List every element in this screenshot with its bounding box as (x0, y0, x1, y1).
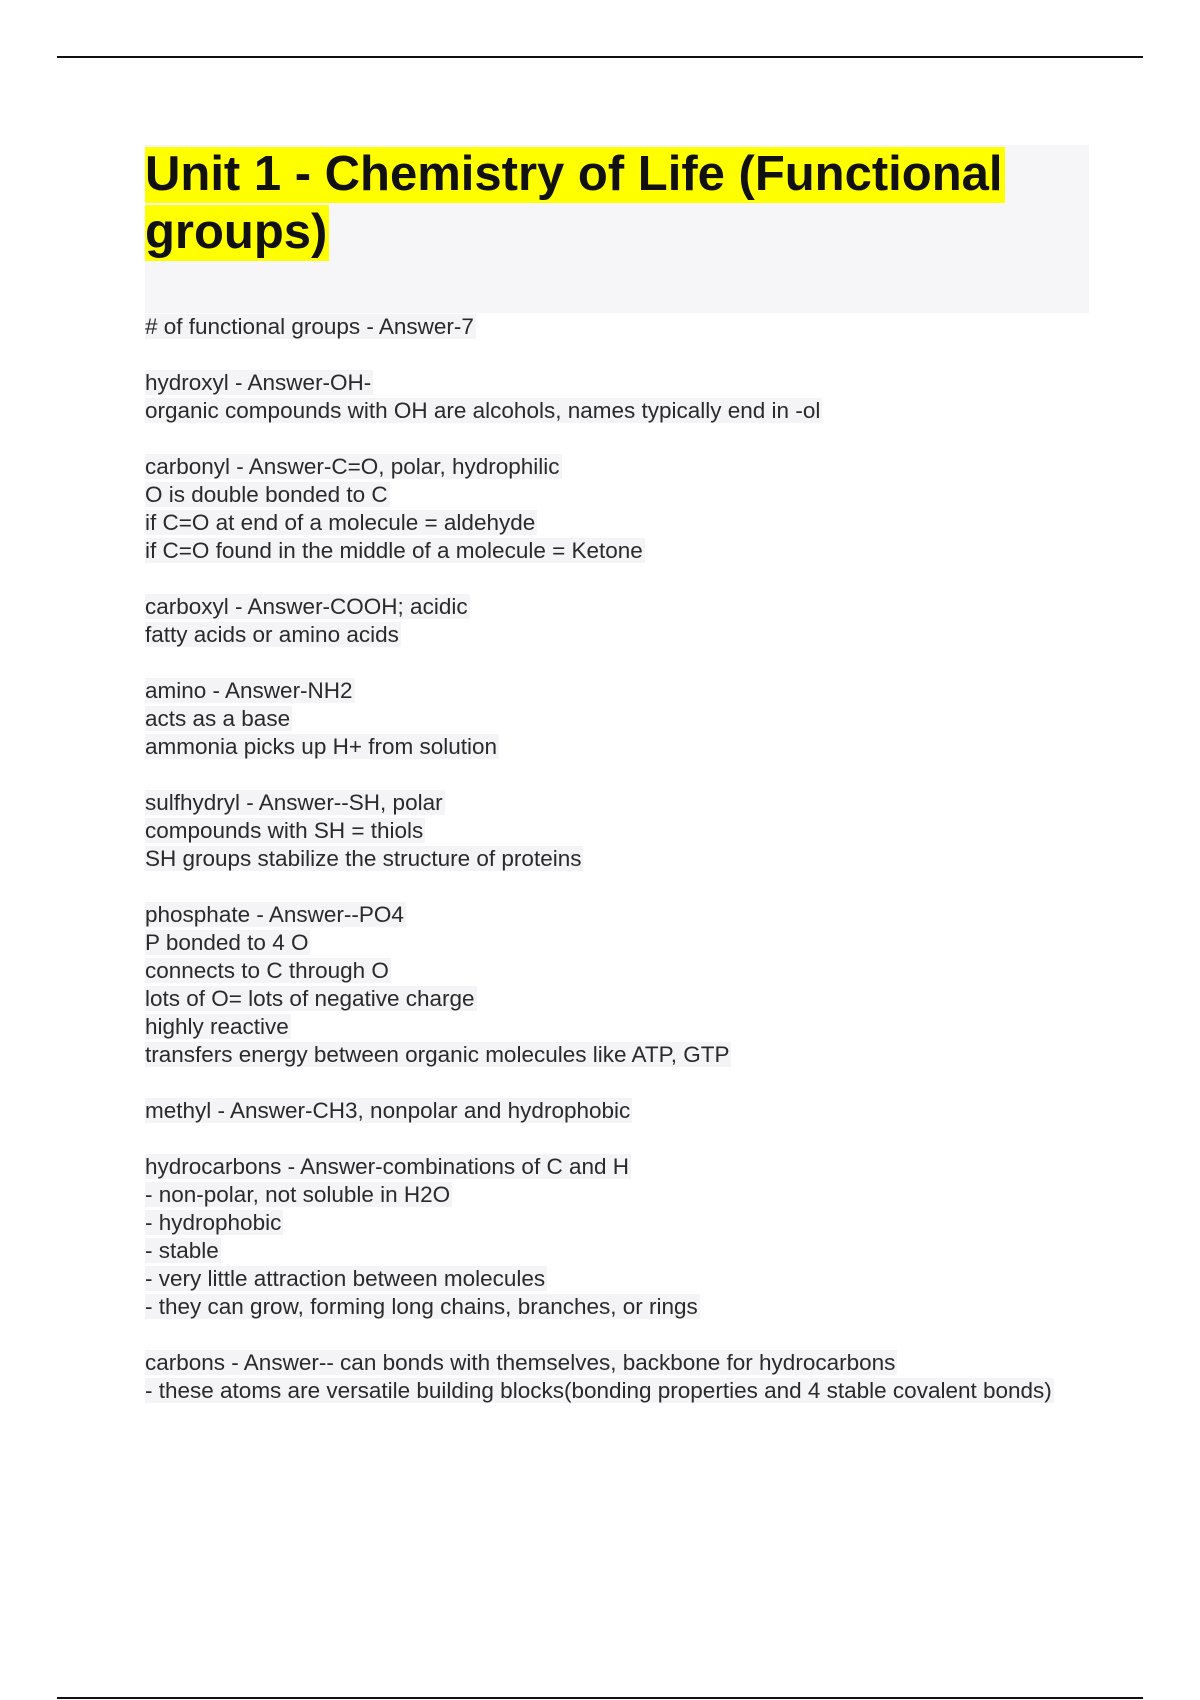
entry-text: - these atoms are versatile building blocks(bonding properties and 4 stable covalent bonds) (145, 1378, 1052, 1403)
title-block (145, 145, 1089, 313)
flashcard-list (145, 313, 1089, 1433)
entry-text: sulfhydryl - Answer--SH, polar (145, 790, 443, 815)
entry-text: highly reactive (145, 1014, 289, 1039)
entry-text: ammonia picks up H+ from solution (145, 734, 498, 759)
entry-detail-line (145, 1209, 1089, 1237)
entry-text: transfers energy between organic molecules like ATP, GTP (145, 1042, 730, 1067)
entry-detail-line (145, 957, 1089, 985)
entry-term-line (145, 593, 1089, 621)
entry-text: carbonyl - Answer-C=O, polar, hydrophilic (145, 454, 560, 479)
bottom-rule (57, 1697, 1143, 1699)
flashcard-entry (145, 369, 1089, 425)
entry-detail-line (145, 1041, 1089, 1069)
flashcard-entry (145, 593, 1089, 649)
page-title (145, 145, 1089, 261)
entry-text: carbons - Answer-- can bonds with themselves, backbone for hydrocarbons (145, 1350, 896, 1375)
entry-term-line (145, 677, 1089, 705)
entry-detail-line (145, 537, 1089, 565)
entry-text: - non-polar, not soluble in H2O (145, 1182, 451, 1207)
entry-text: - very little attraction between molecules (145, 1266, 546, 1291)
flashcard-entry (145, 677, 1089, 761)
entry-detail-line (145, 817, 1089, 845)
entry-text: SH groups stabilize the structure of proteins (145, 846, 582, 871)
entry-text: # of functional groups - Answer-7 (145, 314, 474, 339)
entry-text: - stable (145, 1238, 219, 1263)
entry-term-line (145, 1349, 1089, 1377)
entry-detail-line (145, 1265, 1089, 1293)
entry-term-line (145, 453, 1089, 481)
entry-detail-line (145, 845, 1089, 873)
entry-text: amino - Answer-NH2 (145, 678, 353, 703)
entry-detail-line (145, 1181, 1089, 1209)
entry-detail-line (145, 733, 1089, 761)
entry-detail-line (145, 929, 1089, 957)
entry-text: O is double bonded to C (145, 482, 388, 507)
entry-detail-line (145, 509, 1089, 537)
title-highlight: Unit 1 - Chemistry of Life (Functional groups) (145, 147, 1003, 259)
entry-text: fatty acids or amino acids (145, 622, 399, 647)
flashcard-entry (145, 1097, 1089, 1125)
entry-text: - hydrophobic (145, 1210, 282, 1235)
flashcard-entry (145, 789, 1089, 873)
entry-detail-line (145, 1237, 1089, 1265)
entry-text: connects to C through O (145, 958, 389, 983)
entry-detail-line (145, 1377, 1089, 1405)
entry-detail-line (145, 1013, 1089, 1041)
entry-term-line (145, 369, 1089, 397)
entry-text: organic compounds with OH are alcohols, names typically end in -ol (145, 398, 821, 423)
entry-term-line (145, 1097, 1089, 1125)
flashcard-entry (145, 313, 1089, 341)
entry-text: hydrocarbons - Answer-combinations of C and H (145, 1154, 629, 1179)
entry-detail-line (145, 985, 1089, 1013)
entry-detail-line (145, 621, 1089, 649)
entry-text: P bonded to 4 O (145, 930, 309, 955)
entry-detail-line (145, 705, 1089, 733)
entry-text: hydroxyl - Answer-OH- (145, 370, 372, 395)
entry-term-line (145, 313, 1089, 341)
top-rule (57, 56, 1143, 58)
entry-term-line (145, 789, 1089, 817)
entry-text: methyl - Answer-CH3, nonpolar and hydrophobic (145, 1098, 631, 1123)
entry-text: if C=O at end of a molecule = aldehyde (145, 510, 536, 535)
entry-detail-line (145, 481, 1089, 509)
flashcard-entry (145, 1349, 1089, 1405)
entry-text: carboxyl - Answer-COOH; acidic (145, 594, 468, 619)
entry-text: compounds with SH = thiols (145, 818, 424, 843)
entry-text: lots of O= lots of negative charge (145, 986, 475, 1011)
entry-detail-line (145, 1293, 1089, 1321)
flashcard-entry (145, 453, 1089, 565)
entry-term-line (145, 901, 1089, 929)
entry-text: if C=O found in the middle of a molecule = Ketone (145, 538, 643, 563)
entry-term-line (145, 1153, 1089, 1181)
entry-text: phosphate - Answer--PO4 (145, 902, 404, 927)
flashcard-entry (145, 1153, 1089, 1321)
flashcard-entry (145, 901, 1089, 1069)
entry-detail-line (145, 397, 1089, 425)
entry-text: - they can grow, forming long chains, branches, or rings (145, 1294, 698, 1319)
entry-text: acts as a base (145, 706, 291, 731)
